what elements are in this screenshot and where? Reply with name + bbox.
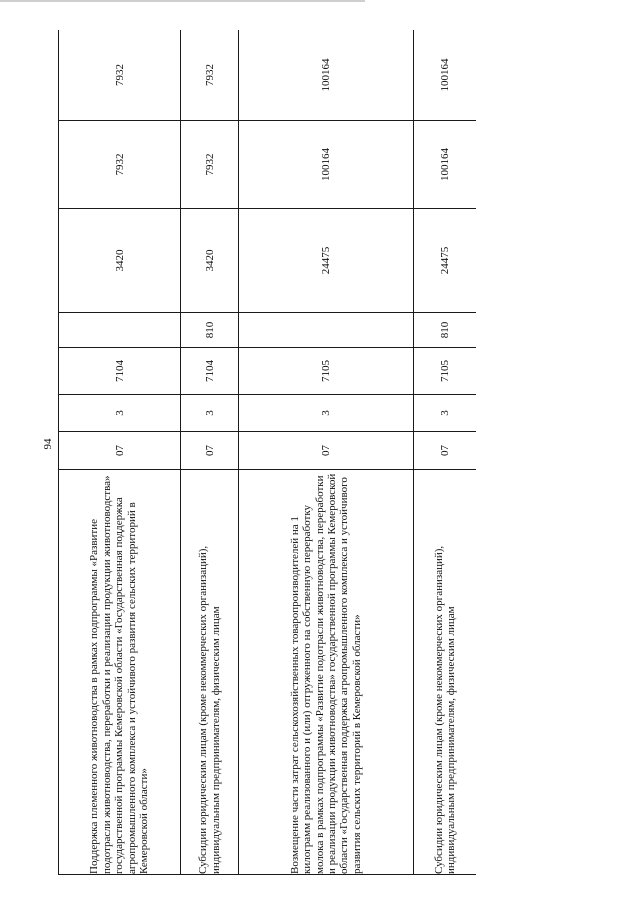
expense-type-code-cell: 810 bbox=[181, 313, 239, 348]
amount-b-cell: 7932 bbox=[59, 121, 181, 209]
table-row bbox=[59, 30, 181, 875]
row-name-cell: Субсидии юридическим лицам (кроме некоммерческих организаций), индивидуальным предпринимателям, физическим лицам bbox=[181, 470, 239, 875]
section-code-cell: 07 bbox=[181, 432, 239, 470]
amount-b-cell: 7932 bbox=[181, 121, 239, 209]
row-name-cell: Возмещение части затрат сельскохозяйственных товаропроизводителей на 1 килограмм реализованного и (или) отгруженного на собственную переработку молока в рамках подпрограммы «Развитие подотрасли животноводства, переработки и реализации продукции животноводства» государственной программы Кемеровской области «Государственная поддержка агропромышленного комплекса и устойчивого развития сельских территорий в Кемеровской области» bbox=[239, 470, 414, 875]
subsection-code-cell: 3 bbox=[59, 395, 181, 432]
target-item-code-cell: 7105 bbox=[239, 348, 414, 395]
target-item-code-cell: 7104 bbox=[181, 348, 239, 395]
page-number: 94 bbox=[42, 438, 54, 450]
row-name-cell: Поддержка племенного животноводства в рамках подпрограммы «Развитие подотрасли животноводства, переработки и реализации продукции животноводства» государственной программы Кемеровской области «Государственная поддержка агропромышленного комплекса и устойчивого развития сельских территорий в Кемеровской области» bbox=[59, 470, 181, 875]
target-item-code-cell: 7105 bbox=[414, 348, 477, 395]
expense-type-code-cell bbox=[59, 313, 181, 348]
rotated-table-wrapper bbox=[58, 30, 476, 875]
amount-c-cell: 7932 bbox=[181, 30, 239, 121]
amount-a-cell: 3420 bbox=[181, 209, 239, 313]
amount-a-cell: 24475 bbox=[239, 209, 414, 313]
amount-c-cell: 7932 bbox=[59, 30, 181, 121]
subsection-code-cell: 3 bbox=[181, 395, 239, 432]
section-code-cell: 07 bbox=[239, 432, 414, 470]
amount-b-cell: 100164 bbox=[239, 121, 414, 209]
amount-c-cell: 100164 bbox=[239, 30, 414, 121]
table-row bbox=[181, 30, 239, 875]
amount-a-cell: 24475 bbox=[414, 209, 477, 313]
table-row bbox=[414, 30, 477, 875]
amount-a-cell: 3420 bbox=[59, 209, 181, 313]
budget-table bbox=[58, 30, 476, 875]
subsection-code-cell: 3 bbox=[414, 395, 477, 432]
row-name-cell: Субсидии юридическим лицам (кроме некоммерческих организаций), индивидуальным предпринимателям, физическим лицам bbox=[414, 470, 477, 875]
expense-type-code-cell bbox=[239, 313, 414, 348]
section-code-cell: 07 bbox=[414, 432, 477, 470]
target-item-code-cell: 7104 bbox=[59, 348, 181, 395]
amount-b-cell: 100164 bbox=[414, 121, 477, 209]
subsection-code-cell: 3 bbox=[239, 395, 414, 432]
section-code-cell: 07 bbox=[59, 432, 181, 470]
amount-c-cell: 100164 bbox=[414, 30, 477, 121]
scan-edge-line bbox=[0, 0, 365, 2]
table-row bbox=[239, 30, 414, 875]
expense-type-code-cell: 810 bbox=[414, 313, 477, 348]
